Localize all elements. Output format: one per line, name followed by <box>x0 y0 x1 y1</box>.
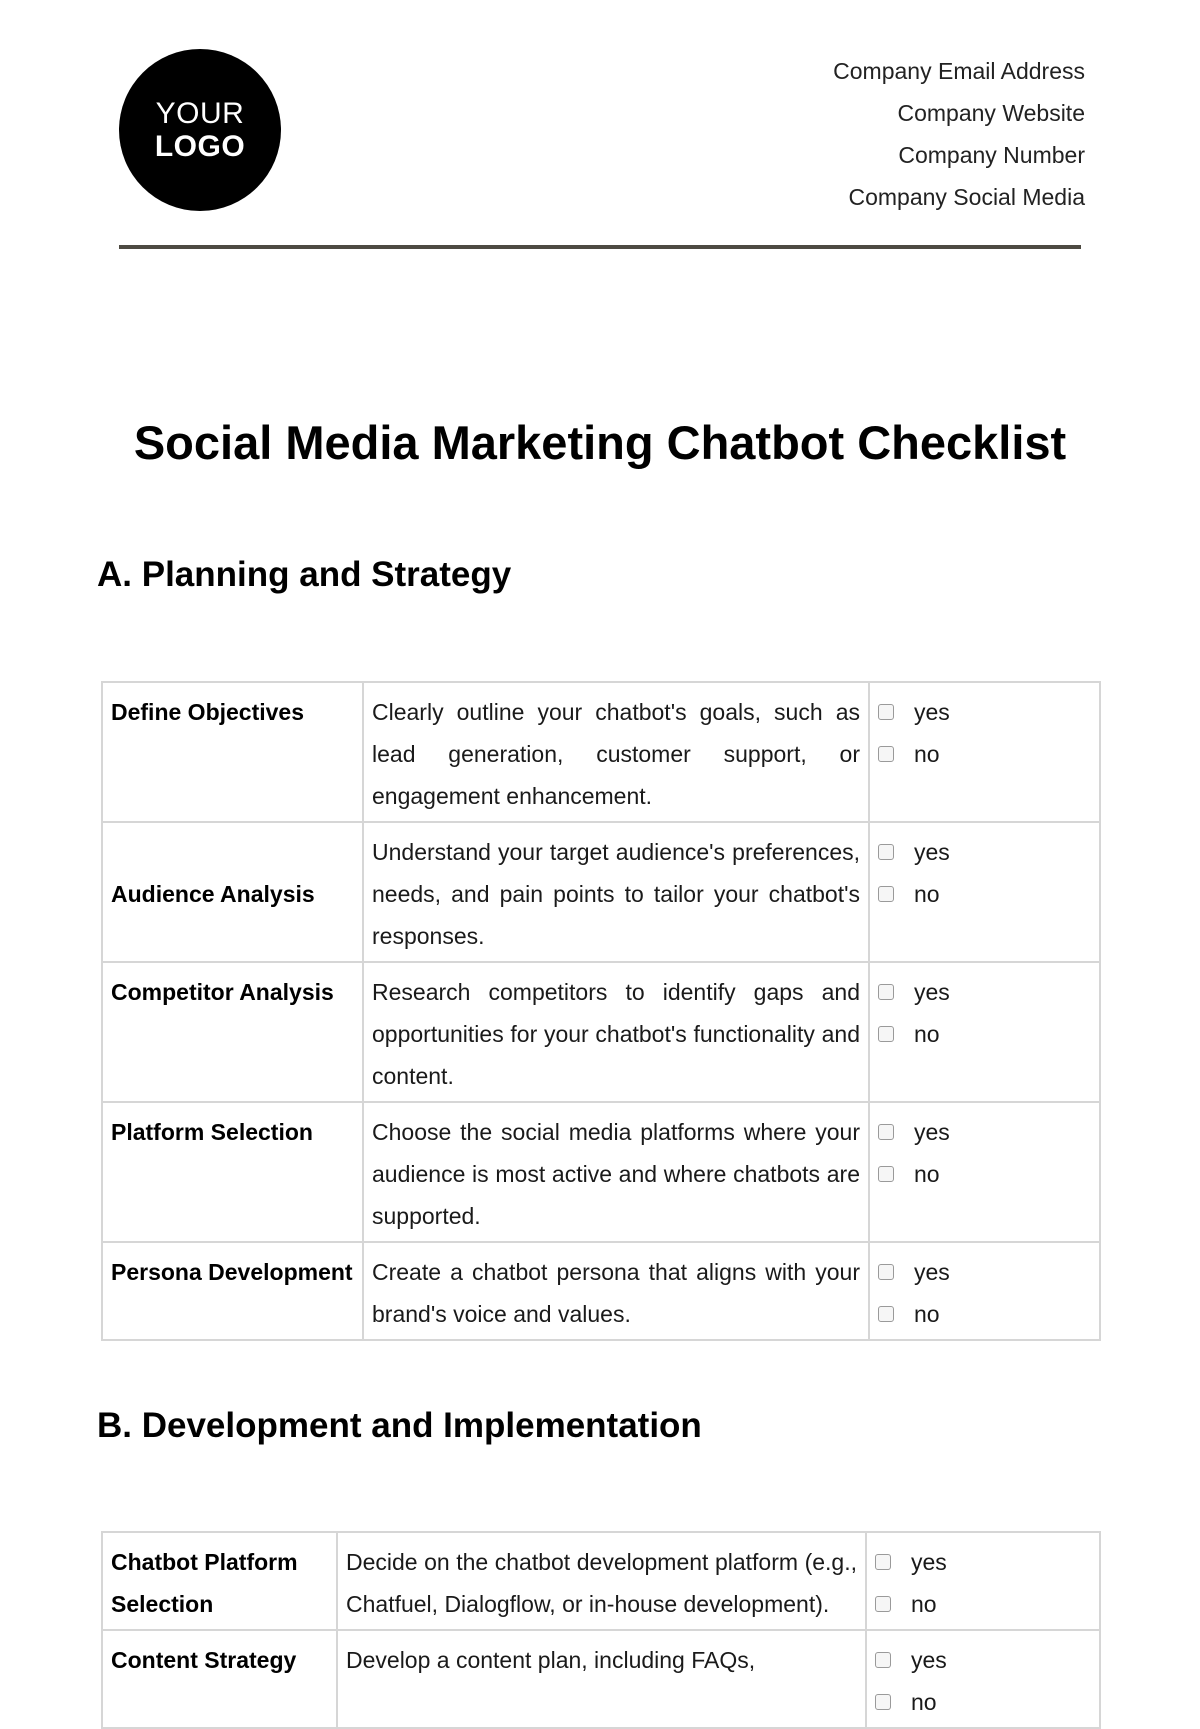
option-yes <box>878 691 1091 733</box>
item-options <box>869 1242 1100 1340</box>
option-no <box>875 1681 1091 1723</box>
item-description: Choose the social media platforms where your audience is most active and where chatbots are supported. <box>363 1102 869 1242</box>
option-no <box>875 1583 1091 1625</box>
option-label: yes <box>911 1647 947 1673</box>
option-no <box>878 1013 1091 1055</box>
option-label: no <box>914 1161 940 1187</box>
option-label: no <box>914 741 940 767</box>
item-description: Research competitors to identify gaps and opportunities for your chatbot's functionality and content. <box>363 962 869 1102</box>
checklist-row <box>102 1532 1100 1630</box>
checklist-row <box>102 822 1100 962</box>
item-name: Platform Selection <box>102 1102 363 1242</box>
company-website: Company Website <box>897 100 1085 126</box>
document-title: Social Media Marketing Chatbot Checklist <box>133 416 1067 469</box>
item-options <box>866 1532 1100 1630</box>
option-yes <box>875 1639 1091 1681</box>
section-heading-development: B. Development and Implementation <box>97 1406 702 1445</box>
no-checkbox[interactable] <box>875 1694 891 1710</box>
checklist-row <box>102 1630 1100 1728</box>
item-options <box>869 962 1100 1102</box>
option-label: yes <box>914 1119 950 1145</box>
logo-text-line1: YOUR <box>155 97 245 130</box>
item-name: Content Strategy <box>102 1630 337 1728</box>
checklist-table-planning <box>101 681 1101 1341</box>
company-logo <box>119 49 281 211</box>
logo-text-line2: LOGO <box>154 130 246 163</box>
item-description: Understand your target audience's preferences, needs, and pain points to tailor your chatbot's responses. <box>363 822 869 962</box>
no-checkbox[interactable] <box>878 886 894 902</box>
yes-checkbox[interactable] <box>878 1124 894 1140</box>
item-options <box>869 1102 1100 1242</box>
option-label: no <box>914 1021 940 1047</box>
option-label: yes <box>914 979 950 1005</box>
checklist-row <box>102 682 1100 822</box>
item-name: Chatbot Platform Selection <box>102 1532 337 1630</box>
company-email: Company Email Address <box>833 58 1085 84</box>
option-label: no <box>911 1591 937 1617</box>
option-label: yes <box>914 1259 950 1285</box>
item-description: Clearly outline your chatbot's goals, such as lead generation, customer support, or engagement enhancement. <box>363 682 869 822</box>
header-divider <box>119 245 1081 249</box>
option-label: no <box>914 881 940 907</box>
checklist-table-development <box>101 1531 1101 1729</box>
yes-checkbox[interactable] <box>878 1264 894 1280</box>
item-name: Audience Analysis <box>102 822 363 962</box>
yes-checkbox[interactable] <box>878 984 894 1000</box>
option-yes <box>875 1541 1091 1583</box>
option-yes <box>878 1111 1091 1153</box>
option-label: no <box>911 1689 937 1715</box>
no-checkbox[interactable] <box>878 1026 894 1042</box>
option-label: yes <box>914 699 950 725</box>
option-label: yes <box>911 1549 947 1575</box>
yes-checkbox[interactable] <box>878 704 894 720</box>
option-no <box>878 1153 1091 1195</box>
no-checkbox[interactable] <box>875 1596 891 1612</box>
checklist-row <box>102 962 1100 1102</box>
item-name: Persona Development <box>102 1242 363 1340</box>
section-heading-planning: A. Planning and Strategy <box>97 555 512 594</box>
company-contact-block <box>833 50 1085 218</box>
option-no <box>878 1293 1091 1335</box>
item-options <box>866 1630 1100 1728</box>
item-description: Decide on the chatbot development platform (e.g., Chatfuel, Dialogflow, or in-house development). <box>337 1532 866 1630</box>
yes-checkbox[interactable] <box>878 844 894 860</box>
option-yes <box>878 1251 1091 1293</box>
option-no <box>878 873 1091 915</box>
company-social-media: Company Social Media <box>848 184 1085 210</box>
company-number: Company Number <box>898 142 1085 168</box>
item-name: Competitor Analysis <box>102 962 363 1102</box>
item-description: Develop a content plan, including FAQs, <box>337 1630 866 1728</box>
option-label: no <box>914 1301 940 1327</box>
yes-checkbox[interactable] <box>875 1652 891 1668</box>
no-checkbox[interactable] <box>878 1306 894 1322</box>
option-label: yes <box>914 839 950 865</box>
checklist-row <box>102 1242 1100 1340</box>
checklist-row <box>102 1102 1100 1242</box>
yes-checkbox[interactable] <box>875 1554 891 1570</box>
item-options <box>869 682 1100 822</box>
no-checkbox[interactable] <box>878 746 894 762</box>
option-no <box>878 733 1091 775</box>
item-description: Create a chatbot persona that aligns with your brand's voice and values. <box>363 1242 869 1340</box>
item-options <box>869 822 1100 962</box>
no-checkbox[interactable] <box>878 1166 894 1182</box>
option-yes <box>878 831 1091 873</box>
item-name: Define Objectives <box>102 682 363 822</box>
option-yes <box>878 971 1091 1013</box>
